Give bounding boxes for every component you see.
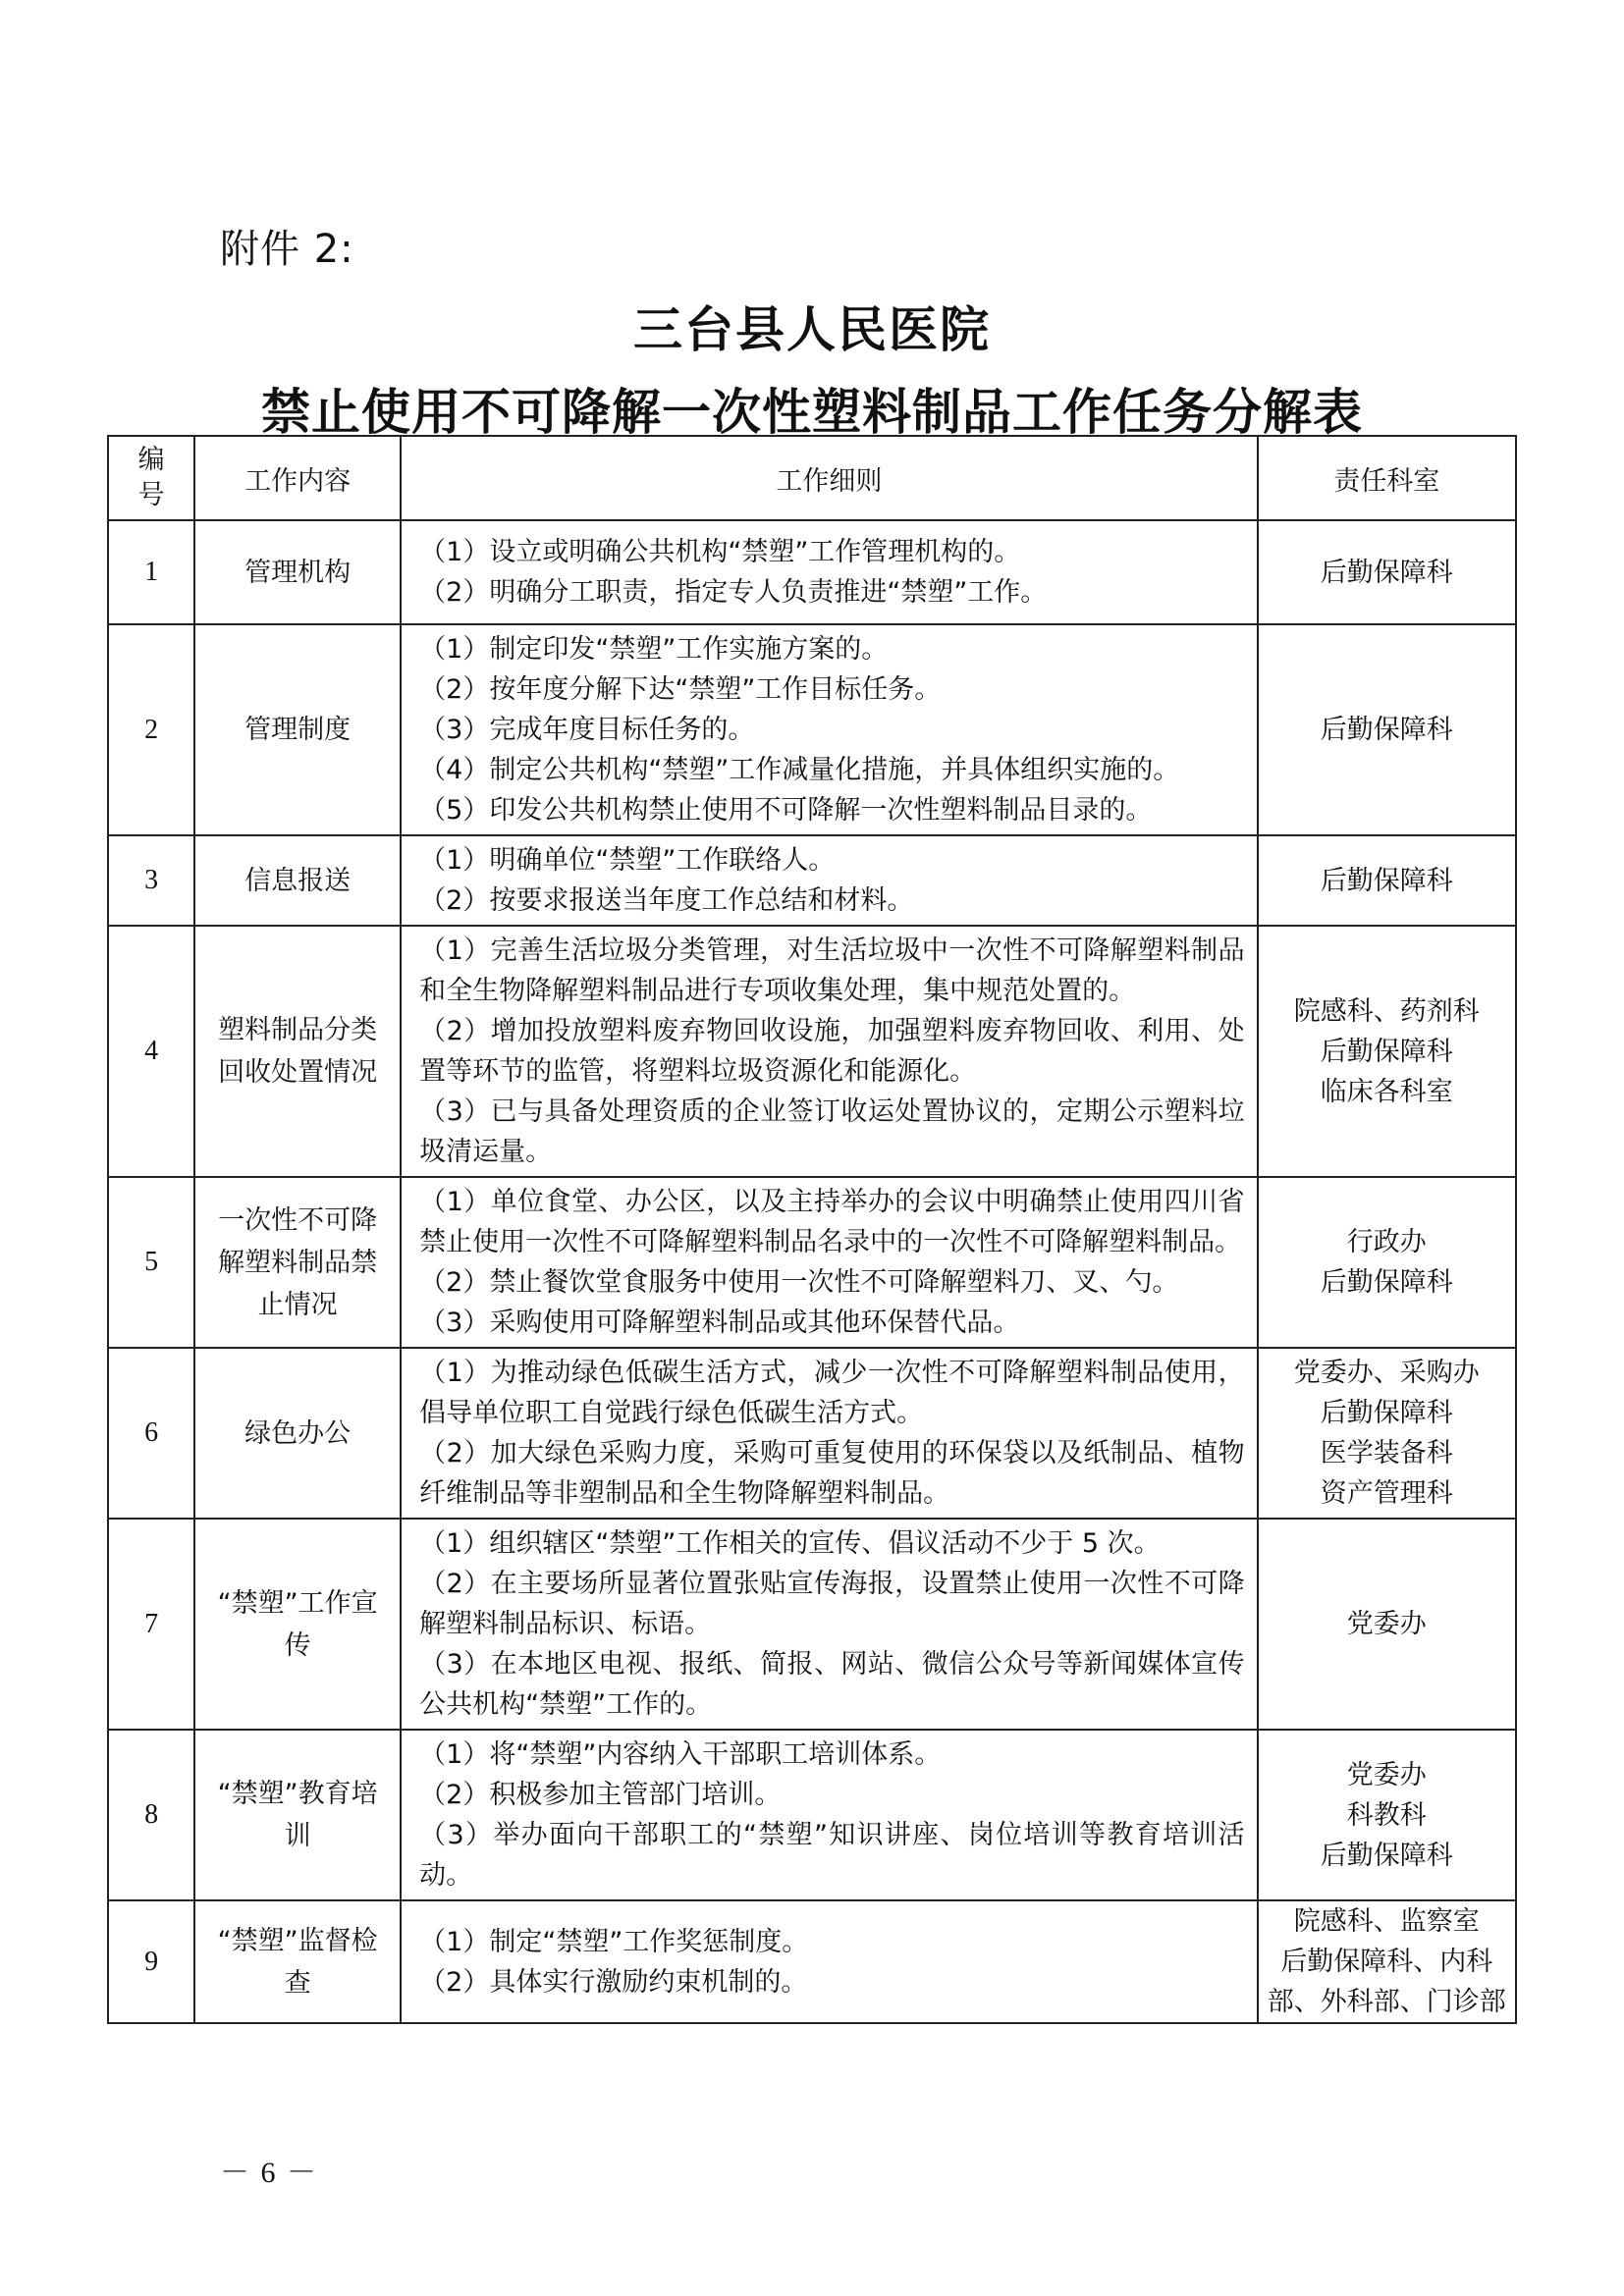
detail-item: （1）明确单位“禁塑”工作联络人。 [419, 845, 836, 876]
page-number: － 6 － [220, 2157, 318, 2189]
row-number: 9 [108, 1900, 194, 2023]
responsible-dept [1258, 926, 1516, 1177]
table-row [108, 1900, 1516, 2023]
header-dept: 责任科室 [1258, 436, 1516, 520]
responsible-dept [1258, 624, 1516, 835]
header-num: 编号 [108, 436, 194, 520]
detail-item: （1）单位食堂、办公区，以及主持举办的会议中明确禁止使用四川省禁止使用一次性不可降解塑料制品名录中的一次性不可降解塑料制品。 [419, 1187, 1245, 1257]
work-content: 管理机构 [194, 520, 401, 624]
work-content: “禁塑”工作宣传 [194, 1519, 401, 1730]
dept-item: 后勤保障科 [1320, 1267, 1453, 1298]
table-header-row [108, 436, 1516, 520]
detail-item: （1）完善生活垃圾分类管理，对生活垃圾中一次性不可降解塑料制品和全生物降解塑料制品进行专项收集处理，集中规范处置的。 [419, 935, 1245, 1006]
dept-item: 院感科、监察室 [1293, 1906, 1480, 1937]
attachment-label: 附件 2: [220, 227, 354, 272]
task-table [107, 435, 1517, 2024]
dept-item: 后勤保障科 [1320, 557, 1453, 588]
responsible-dept [1258, 520, 1516, 624]
detail-item: （1）将“禁塑”内容纳入干部职工培训体系。 [419, 1739, 942, 1770]
work-content: 一次性不可降解塑料制品禁止情况 [194, 1177, 401, 1348]
table-row [108, 926, 1516, 1177]
detail-item: （4）制定公共机构“禁塑”工作减量化措施，并具体组织实施的。 [419, 755, 1180, 785]
dept-item: 后勤保障科 [1320, 1036, 1453, 1067]
table-row [108, 624, 1516, 835]
work-details [401, 520, 1257, 624]
row-number: 4 [108, 926, 194, 1177]
table-row [108, 835, 1516, 926]
dept-item: 科教科 [1346, 1799, 1427, 1831]
dept-item: 后勤保障科 [1320, 715, 1453, 745]
work-details [401, 835, 1257, 926]
work-details [401, 926, 1257, 1177]
detail-item: （2）具体实行激励约束机制的。 [419, 1966, 808, 1998]
responsible-dept [1258, 1177, 1516, 1348]
detail-item: （1）为推动绿色低碳生活方式，减少一次性不可降解塑料制品使用，倡导单位职工自觉践行绿色低碳生活方式。 [419, 1358, 1245, 1428]
detail-item: （2）按要求报送当年度工作总结和材料。 [419, 885, 914, 916]
work-content: 管理制度 [194, 624, 401, 835]
detail-item: （3）完成年度目标任务的。 [419, 715, 755, 745]
detail-item: （1）制定印发“禁塑”工作实施方案的。 [419, 634, 889, 665]
work-details [401, 1177, 1257, 1348]
row-number: 5 [108, 1177, 194, 1348]
responsible-dept [1258, 1900, 1516, 2023]
header-content: 工作内容 [194, 436, 401, 520]
table-row [108, 1177, 1516, 1348]
detail-item: （2）增加投放塑料废弃物回收设施，加强塑料废弃物回收、利用、处置等环节的监管，将塑料垃圾资源化和能源化。 [419, 1016, 1245, 1087]
detail-item: （2）积极参加主管部门培训。 [419, 1780, 782, 1810]
dept-item: 党委办、采购办 [1293, 1358, 1480, 1388]
detail-item: （1）制定“禁塑”工作奖惩制度。 [419, 1926, 809, 1957]
dept-item: 医学装备科 [1320, 1438, 1453, 1468]
dept-item: 后勤保障科 [1320, 865, 1453, 896]
work-content: 信息报送 [194, 835, 401, 926]
detail-item: （2）禁止餐饮堂食服务中使用一次性不可降解塑料刀、叉、勺。 [419, 1267, 1179, 1298]
row-number: 2 [108, 624, 194, 835]
responsible-dept [1258, 1348, 1516, 1519]
work-content: 绿色办公 [194, 1348, 401, 1519]
dept-item: 临床各科室 [1320, 1076, 1453, 1107]
row-number: 8 [108, 1730, 194, 1900]
detail-item: （3）已与具备处理资质的企业签订收运处置协议的，定期公示塑料垃圾清运量。 [419, 1096, 1245, 1167]
responsible-dept [1258, 1519, 1516, 1730]
detail-item: （1）组织辖区“禁塑”工作相关的宣传、倡议活动不少于 5 次。 [419, 1528, 1161, 1559]
dept-item: 院感科、药剂科 [1293, 995, 1480, 1027]
work-details [401, 1730, 1257, 1900]
detail-item: （2）明确分工职责，指定专人负责推进“禁塑”工作。 [419, 577, 1048, 608]
row-number: 7 [108, 1519, 194, 1730]
detail-item: （3）采购使用可降解塑料制品或其他环保替代品。 [419, 1308, 1020, 1338]
table-row [108, 1348, 1516, 1519]
dept-item: 党委办 [1346, 1609, 1427, 1639]
table-row [108, 1519, 1516, 1730]
detail-item: （1）设立或明确公共机构“禁塑”工作管理机构的。 [419, 537, 1021, 567]
table-row [108, 1730, 1516, 1900]
detail-item: （2）在主要场所显著位置张贴宣传海报，设置禁止使用一次性不可降解塑料制品标识、标语。 [419, 1569, 1245, 1639]
row-number: 6 [108, 1348, 194, 1519]
table-row [108, 520, 1516, 624]
dept-item: 资产管理科 [1320, 1478, 1453, 1509]
work-details [401, 1900, 1257, 2023]
detail-item: （3）在本地区电视、报纸、简报、网站、微信公众号等新闻媒体宣传公共机构“禁塑”工作的。 [419, 1649, 1245, 1720]
detail-item: （3）举办面向干部职工的“禁塑”知识讲座、岗位培训等教育培训活动。 [419, 1820, 1245, 1891]
row-number: 3 [108, 835, 194, 926]
dept-item: 后勤保障科、内科部、外科部、门诊部 [1267, 1947, 1506, 2017]
dept-item: 党委办 [1346, 1759, 1427, 1790]
dept-item: 行政办 [1346, 1227, 1427, 1257]
detail-item: （5）印发公共机构禁止使用不可降解一次性塑料制品目录的。 [419, 795, 1153, 826]
responsible-dept [1258, 1730, 1516, 1900]
detail-item: （2）按年度分解下达“禁塑”工作目标任务。 [419, 674, 942, 705]
work-details [401, 624, 1257, 835]
document-title: 三台县人民医院 [633, 300, 991, 358]
dept-item: 后勤保障科 [1320, 1398, 1453, 1428]
work-details [401, 1519, 1257, 1730]
work-content: “禁塑”监督检查 [194, 1900, 401, 2023]
detail-item: （2）加大绿色采购力度，采购可重复使用的环保袋以及纸制品、植物纤维制品等非塑制品和全生物降解塑料制品。 [419, 1438, 1245, 1509]
row-number: 1 [108, 520, 194, 624]
work-details [401, 1348, 1257, 1519]
responsible-dept [1258, 835, 1516, 926]
dept-item: 后勤保障科 [1320, 1840, 1453, 1871]
work-content: 塑料制品分类回收处置情况 [194, 926, 401, 1177]
header-details: 工作细则 [401, 436, 1257, 520]
work-content: “禁塑”教育培训 [194, 1730, 401, 1900]
document-subtitle: 禁止使用不可降解一次性塑料制品工作任务分解表 [261, 383, 1363, 441]
